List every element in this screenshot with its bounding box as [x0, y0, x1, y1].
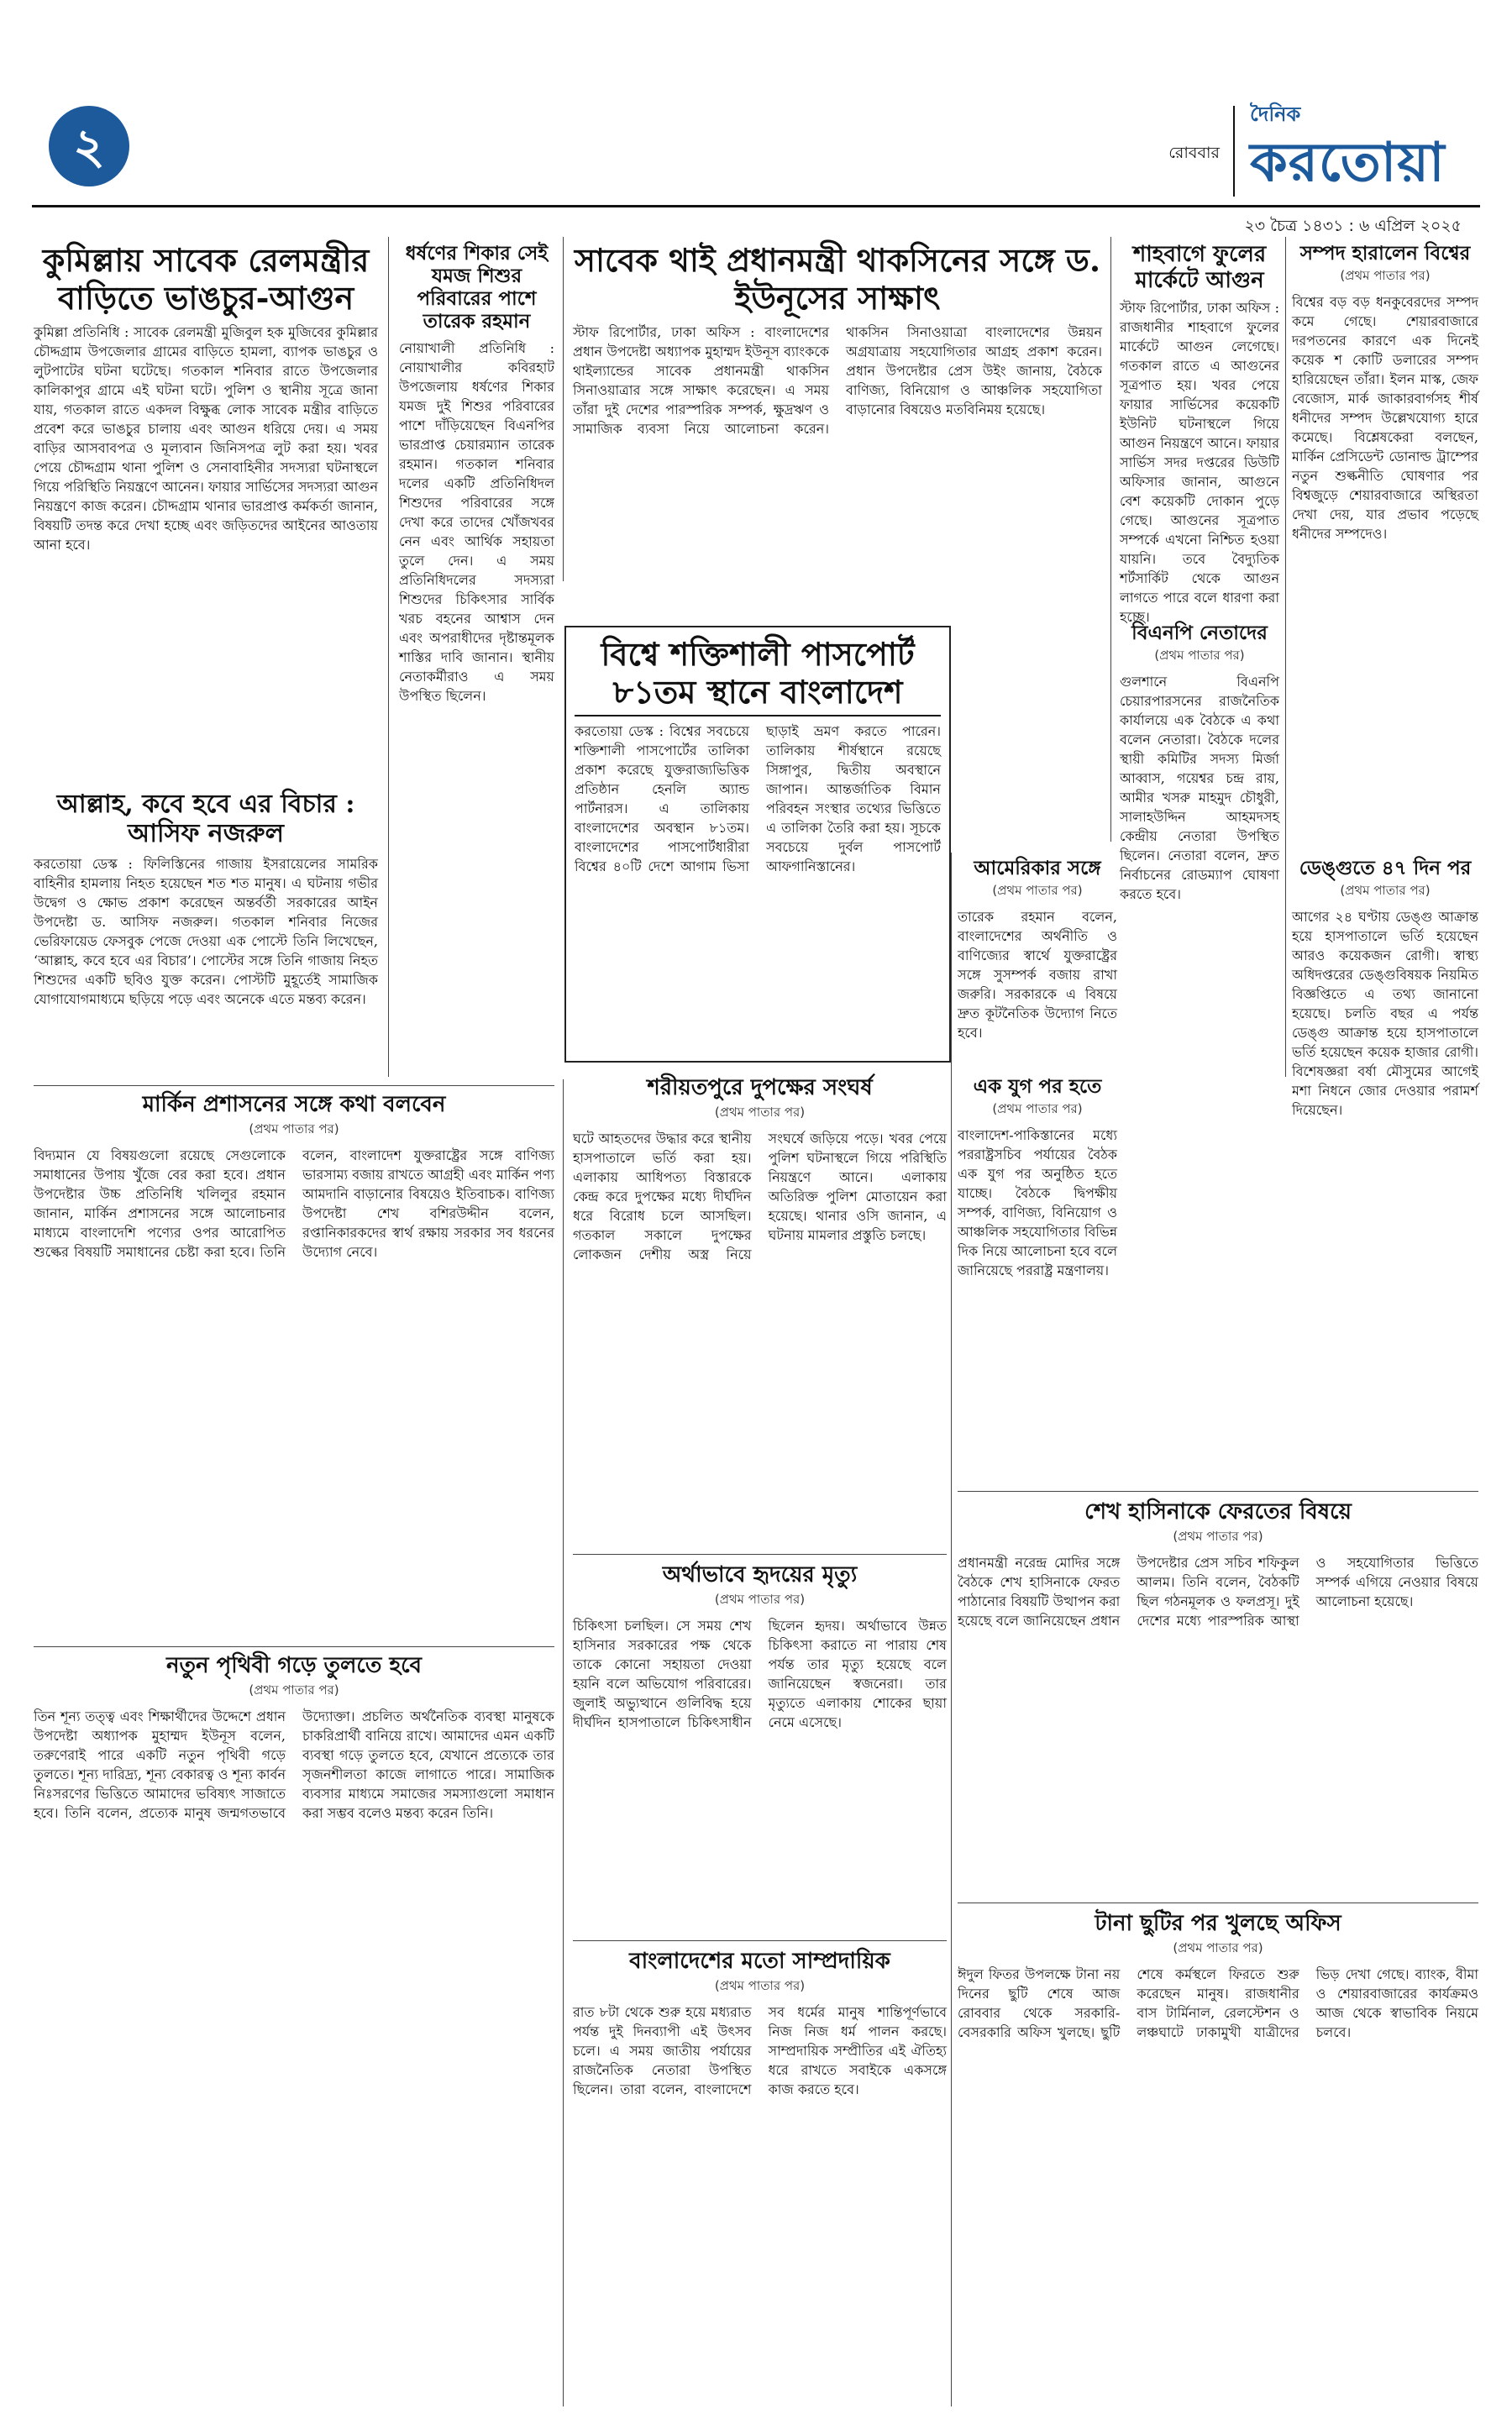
article-body: বিশ্বের বড় বড় ধনকুবেরদের সম্পদ কমে গেছে। শেয়ারবাজারে দরপতনের কারণে এক দিনেই কয়েক শ কোটি ডলারের সম্পদ হারিয়েছেন তাঁরা। ইলন মাস্ক, জেফ বেজোস, মার্ক জাকারবার্গসহ শীর্ষ ধনীদের সম্পদ উল্লেখযোগ্য হারে কমেছে। বিশ্লেষকেরা বলছেন, মার্কিন প্রেসিডেন্ট ডোনাল্ড ট্রাম্পের নতুন শুল্কনীতি ঘোষণার পর বিশ্বজুড়ে শেয়ারবাজারে অস্থিরতা দেখা দেয়, যার প্রভাব পড়েছে ধনীদের সম্পদেও। — [1292, 294, 1478, 543]
article-body: গুলশানে বিএনপি চেয়ারপারসনের রাজনৈতিক কার্যালয়ে এক বৈঠকে এ কথা বলেন নেতারা। বৈঠকে দলের স্থায়ী কমিটির সদস্য মির্জা আব্বাস, গয়েশ্বর চন্দ্র রায়, আমীর খসরু মাহমুদ চৌধুরী, সালাহউদ্দিন আহমদসহ কেন্দ্রীয় নেতারা উপস্থিত ছিলেন। নেতারা বলেন, দ্রুত নির্বাচনের রোডম্যাপ ঘোষণা করতে হবে। — [1120, 674, 1279, 903]
newspaper-logo — [1250, 99, 1462, 193]
article-body: করতোয়া ডেস্ক : ফিলিস্তিনের গাজায় ইসরায়েলের সামরিক বাহিনীর হামলায় নিহত হয়েছেন শত শত মানুষ। এ ঘটনায় গভীর উদ্বেগ ও ক্ষোভ প্রকাশ করেছেন অন্তর্বর্তী সরকারের আইন উপদেষ্টা ড. আসিফ নজরুল। গতকাল শনিবার নিজের ভেরিফায়েড ফেসবুক পেজে দেওয়া এক পোস্টে তিনি লিখেছেন, ‘আল্লাহ, কবে হবে এর বিচার’। পোস্টের সঙ্গে তিনি গাজায় নিহত শিশুদের একটি ছবিও যুক্ত করেন। পোস্টটি মুহূর্তেই সামাজিক যোগাযোগমাধ্যমে ছড়িয়ে পড়ে এবং অনেকে এতে মন্তব্য করেন। — [34, 855, 378, 1007]
article-continuation: (প্রথম পাতার পর) — [249, 1682, 339, 1698]
article-headline: সম্পদ হারালেন বিশ্বের — [1299, 242, 1471, 265]
article-body: স্টাফ রিপোর্টার, ঢাকা অফিস : রাজধানীর শাহবাগে ফুলের মার্কেটে আগুন লেগেছে। গতকাল রাতে এ আগুনের সূত্রপাত হয়। খবর পেয়ে ফায়ার সার্ভিসের কয়েকটি ইউনিট ঘটনাস্থলে গিয়ে আগুন নিয়ন্ত্রণে আনে। ফায়ার সার্ভিস সদর দপ্তরের ডিউটি অফিসার জানান, আগুনে বেশ কয়েকটি দোকান পুড়ে গেছে। আগুনের সূত্রপাত সম্পর্কে এখনো নিশ্চিত হওয়া যায়নি। তবে বৈদ্যুতিক শর্টসার্কিট থেকে আগুন লাগতে পারে বলে ধারণা করা হচ্ছে। — [1120, 300, 1279, 626]
article-headline: শরীয়তপুরে দুপক্ষের সংঘর্ষ — [647, 1075, 873, 1100]
article-body: তিন শূন্য তত্ত্ব এবং শিক্ষার্থীদের উদ্দেশে প্রধান উপদেষ্টা অধ্যাপক মুহাম্মদ ইউনূস বলেন, তরুণেরাই পারে একটি নতুন পৃথিবী গড়ে তুলতে। শূন্য দারিদ্র্য, শূন্য বেকারত্ব ও শূন্য কার্বন নিঃসরণের ভিত্তিতে আমাদের ভবিষ্যৎ সাজাতে হবে। তিনি বলেন, প্রত্যেক মানুষ জন্মগতভাবে উদ্যোক্তা। প্রচলিত অর্থনৈতিক ব্যবস্থা মানুষকে চাকরিপ্রার্থী বানিয়ে রাখে। আমাদের এমন একটি ব্যবস্থা গড়ে তুলতে হবে, যেখানে প্রত্যেকে তার সৃজনশীলতা কাজে লাগাতে পারে। সামাজিক ব্যবসার মাধ্যমে সমাজের সমস্যাগুলো সমাধান করা সম্ভব বলেও মন্তব্য করেন তিনি। — [34, 1708, 554, 1821]
article-thaksin — [573, 242, 1102, 578]
article-body: নোয়াখালী প্রতিনিধি : নোয়াখালীর কবিরহাট উপজেলায় ধর্ষণের শিকার যমজ দুই শিশুর পরিবারের পাশে দাঁড়িয়েছেন বিএনপির ভারপ্রাপ্ত চেয়ারম্যান তারেক রহমান। গতকাল শনিবার দলের একটি প্রতিনিধিদল শিশুদের পরিবারের সঙ্গে দেখা করে তাদের খোঁজখবর নেন এবং আর্থিক সহায়তা তুলে দেন। এ সময় প্রতিনিধিদলের সদস্যরা শিশুদের চিকিৎসার সার্বিক খরচ বহনের আশ্বাস দেন এবং অপরাধীদের দৃষ্টান্তমূলক শাস্তির দাবি জানান। স্থানীয় নেতাকর্মীরাও এ সময় উপস্থিত ছিলেন। — [399, 339, 554, 704]
article-continuation: (প্রথম পাতার পর) — [1340, 883, 1431, 899]
article-hridoy-death — [573, 1562, 947, 1932]
masthead-divider — [1233, 106, 1235, 197]
article-continuation: (প্রথম পাতার পর) — [714, 1591, 806, 1607]
article-headline: মার্কিন প্রশাসনের সঙ্গে কথা বলবেন — [142, 1092, 446, 1117]
section-rule — [573, 1940, 947, 1941]
article-headline: বিশ্বে শক্তিশালী পাসপোর্ট ৮১তম স্থানে বাংলাদেশ — [601, 635, 915, 711]
article-communal — [573, 1949, 947, 2402]
column-rule — [388, 237, 389, 1077]
article-ek-jug-por — [958, 1075, 1117, 1478]
masthead-rule — [32, 205, 1480, 207]
headline-rule — [575, 715, 941, 716]
logo-big-text: করতোয়া — [1250, 131, 1446, 194]
article-headline: শেখ হাসিনাকে ফেরতের বিষয়ে — [1084, 1499, 1352, 1525]
article-headline: ডেঙ্গুতে ৪৭ দিন পর — [1299, 857, 1472, 879]
article-world-wealth — [1292, 242, 1478, 847]
article-continuation: (প্রথম পাতার পর) — [1154, 648, 1245, 664]
column-rule — [1285, 237, 1286, 1077]
article-sheikh-hasina — [958, 1499, 1478, 1894]
article-body: ঘটে আহতদের উদ্ধার করে স্থানীয় হাসপাতালে ভর্তি করা হয়। এলাকায় আধিপত্য বিস্তারকে কেন্দ্র করে দুপক্ষের মধ্যে দীর্ঘদিন ধরে বিরোধ চলে আসছিল। গতকাল সকালে দুপক্ষের লোকজন দেশীয় অস্ত্র নিয়ে সংঘর্ষে জড়িয়ে পড়ে। খবর পেয়ে পুলিশ ঘটনাস্থলে গিয়ে পরিস্থিতি নিয়ন্ত্রণে আনে। এলাকায় অতিরিক্ত পুলিশ মোতায়েন করা হয়েছে। থানার ওসি জানান, এ ঘটনায় মামলার প্রস্তুতি চলছে। — [573, 1130, 947, 1262]
article-body: রাত ৮টা থেকে শুরু হয়ে মধ্যরাত পর্যন্ত দুই দিনব্যাপী এই উৎসব চলে। এ সময় জাতীয় পর্যায়ের রাজনৈতিক নেতারা উপস্থিত ছিলেন। তারা বলেন, বাংলাদেশে সব ধর্মের মানুষ শান্তিপূর্ণভাবে নিজ নিজ ধর্ম পালন করছে। সাম্প্রদায়িক সম্প্রীতির এই ঐতিহ্য ধরে রাখতে সবাইকে একসঙ্গে কাজ করতে হবে। — [573, 2003, 947, 2097]
logo-small-text: দৈনিক — [1250, 102, 1301, 126]
article-continuation: (প্রথম পাতার পর) — [1340, 268, 1431, 284]
article-headline: টানা ছুটির পর খুলছে অফিস — [1095, 1911, 1341, 1936]
article-body: আগের ২৪ ঘণ্টায় ডেঙ্গু আক্রান্ত হয়ে হাসপাতালে ভর্তি হয়েছেন আরও কয়েকজন রোগী। স্বাস্থ্য অধিদপ্তরের ডেঙ্গুবিষয়ক নিয়মিত বিজ্ঞপ্তিতে এ তথ্য জানানো হয়েছে। চলতি বছর এ পর্যন্ত ডেঙ্গু আক্রান্ত হয়ে হাসপাতালে ভর্তি হয়েছেন কয়েক হাজার রোগী। বিশেষজ্ঞরা বর্ষা মৌসুমের আগেই মশা নিধনে জোর দেওয়ার পরামর্শ দিয়েছেন। — [1292, 909, 1478, 1119]
article-body: বিদ্যমান যে বিষয়গুলো রয়েছে সেগুলোকে সমাধানের উপায় খুঁজে বের করা হবে। প্রধান উপদেষ্টার উচ্চ প্রতিনিধি খলিলুর রহমান জানান, মার্কিন প্রশাসনের সঙ্গে আলোচনার মাধ্যমে বাংলাদেশি পণ্যের ওপর আরোপিত শুল্কের বিষয়টি সমাধানের চেষ্টা করা হবে। তিনি বলেন, বাংলাদেশ যুক্তরাষ্ট্রের সঙ্গে বাণিজ্য ভারসাম্য বজায় রাখতে আগ্রহী এবং মার্কিন পণ্য আমদানি বাড়ানোর বিষয়েও ইতিবাচক। বাণিজ্য উপদেষ্টা শেখ বশিরউদ্দীন বলেন, রপ্তানিকারকদের স্বার্থ রক্ষায় সরকার সব ধরনের উদ্যোগ নেবে। — [34, 1147, 554, 1260]
section-rule — [34, 1085, 554, 1086]
article-headline: ধর্ষণের শিকার সেই যমজ শিশুর পরিবারের পাশে তারেক রহমান — [405, 242, 549, 333]
article-shariatpur-clash — [573, 1075, 947, 1546]
article-continuation: (প্রথম পাতার পর) — [1173, 1528, 1263, 1544]
masthead — [1109, 99, 1462, 200]
article-bnp-leaders — [1120, 622, 1279, 903]
article-body: ঈদুল ফিতর উপলক্ষে টানা নয় দিনের ছুটি শেষে আজ রোববার থেকে সরকারি-বেসরকারি অফিস খুলছে। ছুটি শেষে কর্মস্থলে ফিরতে শুরু করেছেন মানুষ। রাজধানীর বাস টার্মিনাল, রেলস্টেশন ও লঞ্চঘাটে ঢাকামুখী যাত্রীদের ভিড় দেখা গেছে। ব্যাংক, বীমা ও শেয়ারবাজারের কার্যক্রমও আজ থেকে স্বাভাবিক নিয়মে চলবে। — [958, 1966, 1478, 2040]
article-body: কুমিল্লা প্রতিনিধি : সাবেক রেলমন্ত্রী মুজিবুল হক মুজিবের কুমিল্লার চৌদ্দগ্রাম উপজেলার গ্রামের বাড়িতে হামলা, ব্যাপক ভাঙচুর ও লুটপাটের ঘটনা ঘটেছে। গতকাল শনিবার রাতে উপজেলার কালিকাপুর গ্রামে এই ঘটনা ঘটে। পুলিশ ও স্থানীয় সূত্রে জানা যায়, গতকাল রাতে একদল বিক্ষুব্ধ লোক সাবেক মন্ত্রীর বাড়িতে প্রবেশ করে ভাঙচুর চালায় এবং আগুন ধরিয়ে দেয়। এ সময় বাড়ির আসবাবপত্র ও মূল্যবান জিনিসপত্র লুট করা হয়। খবর পেয়ে চৌদ্দগ্রাম থানা পুলিশ ও সেনাবাহিনীর সদস্যরা ঘটনাস্থলে গিয়ে পরিস্থিতি নিয়ন্ত্রণে আনেন। ফায়ার সার্ভিসের সদস্যরা আগুন নিয়ন্ত্রণে কাজ করেন। চৌদ্দগ্রাম থানার ভারপ্রাপ্ত কর্মকর্তা জানান, বিষয়টি তদন্ত করে দেখা হচ্ছে এবং জড়িতদের আইনের আওতায় আনা হবে। — [34, 323, 378, 553]
article-cumilla — [34, 242, 378, 779]
article-continuation: (প্রথম পাতার পর) — [249, 1121, 339, 1136]
page-number-badge: ২ — [49, 106, 129, 186]
article-continuation: (প্রথম পাতার পর) — [714, 1977, 806, 1993]
masthead-day: রোববার — [1168, 144, 1220, 162]
article-body: বাংলাদেশ-পাকিস্তানের মধ্যে পররাষ্ট্রসচিব পর্যায়ের বৈঠক এক যুগ পর অনুষ্ঠিত হতে যাচ্ছে। বৈঠকে দ্বিপক্ষীয় সম্পর্ক, বাণিজ্য, বিনিয়োগ ও আঞ্চলিক সহযোগিতার বিভিন্ন দিক নিয়ে আলোচনা হবে বলে জানিয়েছে পররাষ্ট্র মন্ত্রণালয়। — [958, 1127, 1117, 1279]
article-body: স্টাফ রিপোর্টার, ঢাকা অফিস : বাংলাদেশের প্রধান উপদেষ্টা অধ্যাপক মুহাম্মদ ইউনূস ব্যাংককে থাইল্যান্ডের সাবেক প্রধানমন্ত্রী থাকসিন সিনাওয়াত্রার সঙ্গে সাক্ষাৎ করেছেন। এ সময় তাঁরা দুই দেশের পারস্পরিক সম্পর্ক, ক্ষুদ্রঋণ ও সামাজিক ব্যবসা নিয়ে আলোচনা করেন। থাকসিন সিনাওয়াত্রা বাংলাদেশের উন্নয়ন অগ্রযাত্রায় সহযোগিতার আগ্রহ প্রকাশ করেন। প্রধান উপদেষ্টার প্রেস উইং জানায়, বৈঠকে বাণিজ্য, বিনিয়োগ ও আঞ্চলিক সহযোগিতা বাড়ানোর বিষয়েও মতবিনিময় হয়েছে। — [573, 323, 1102, 437]
article-headline: এক যুগ পর হতে — [973, 1075, 1102, 1098]
article-headline: আল্লাহ, কবে হবে এর বিচার : আসিফ নজরুল — [56, 790, 355, 849]
article-office-reopen — [958, 1911, 1478, 2398]
article-headline: বাংলাদেশের মতো সাম্প্রদায়িক — [629, 1949, 890, 1974]
column-rule — [951, 853, 952, 2406]
article-body: করতোয়া ডেস্ক : বিশ্বের সবচেয়ে শক্তিশালী পাসপোর্টের তালিকা প্রকাশ করেছে যুক্তরাজ্যভিত্তিক প্রতিষ্ঠান হেনলি অ্যান্ড পার্টনারস। এ তালিকায় বাংলাদেশের অবস্থান ৮১তম। বাংলাদেশের পাসপোর্টধারীরা বিশ্বের ৪০টি দেশে আগাম ভিসা ছাড়াই ভ্রমণ করতে পারেন। তালিকায় শীর্ষস্থানে রয়েছে সিঙ্গাপুর, দ্বিতীয় অবস্থানে জাপান। আন্তর্জাতিক বিমান পরিবহন সংস্থার তথ্যের ভিত্তিতে এ তালিকা তৈরি করা হয়। সূচকে সবচেয়ে দুর্বল পাসপোর্ট আফগানিস্তানের। — [575, 722, 941, 874]
article-headline: আমেরিকার সঙ্গে — [974, 857, 1101, 879]
article-america — [958, 857, 1117, 1067]
column-rule — [1110, 237, 1111, 842]
article-body: প্রধানমন্ত্রী নরেন্দ্র মোদির সঙ্গে বৈঠকে শেখ হাসিনাকে ফেরত পাঠানোর বিষয়টি উত্থাপন করা হয়েছে বলে জানিয়েছেন প্রধান উপদেষ্টার প্রেস সচিব শফিকুল আলম। তিনি বলেন, বৈঠকটি ছিল গঠনমূলক ও ফলপ্রসূ। দুই দেশের মধ্যে পারস্পরিক আস্থা ও সহযোগিতার ভিত্তিতে সম্পর্ক এগিয়ে নেওয়ার বিষয়ে আলোচনা হয়েছে। — [958, 1554, 1478, 1629]
article-passport — [564, 626, 951, 1063]
article-headline: শাহবাগে ফুলের মার্কেটে আগুন — [1132, 242, 1267, 293]
article-us-administration — [34, 1092, 554, 1638]
article-body: তারেক রহমান বলেন, বাংলাদেশের অর্থনীতি ও বাণিজ্যের স্বার্থে যুক্তরাষ্ট্রের সঙ্গে সুসম্পর্ক বজায় রাখা জরুরি। সরকারকে এ বিষয়ে দ্রুত কূটনৈতিক উদ্যোগ নিতে হবে। — [958, 909, 1117, 1042]
masthead-date: ২৩ চৈত্র ১৪৩১ : ৬ এপ্রিল ২০২৫ — [1244, 217, 1462, 235]
section-rule — [34, 1646, 554, 1647]
column-rule — [563, 1079, 564, 2406]
article-headline: বিএনপি নেতাদের — [1131, 622, 1268, 644]
article-continuation: (প্রথম পাতার পর) — [992, 883, 1083, 899]
article-headline: কুমিল্লায় সাবেক রেলমন্ত্রীর বাড়িতে ভাঙচুর-আগুন — [42, 241, 370, 317]
article-continuation: (প্রথম পাতার পর) — [1173, 1939, 1263, 1955]
article-headline: অর্থাভাবে হৃদয়ের মৃত্যু — [662, 1562, 858, 1588]
article-dengue — [1292, 857, 1478, 1260]
article-continuation: (প্রথম পাতার পর) — [992, 1101, 1083, 1117]
section-rule — [958, 1491, 1478, 1492]
article-body: চিকিৎসা চলছিল। সে সময় শেখ হাসিনার সরকারের পক্ষ থেকে তাকে কোনো সহায়তা দেওয়া হয়নি বলে অভিযোগ পরিবারের। জুলাই অভ্যুত্থানে গুলিবিদ্ধ হয়ে দীর্ঘদিন হাসপাতালে চিকিৎসাধীন ছিলেন হৃদয়। অর্থাভাবে উন্নত চিকিৎসা করাতে না পারায় শেষ পর্যন্ত তার মৃত্যু হয়েছে বলে জানিয়েছেন স্বজনেরা। তার মৃত্যুতে এলাকায় শোকের ছায়া নেমে এসেছে। — [573, 1617, 947, 1730]
article-headline: সাবেক থাই প্রধানমন্ত্রী থাকসিনের সঙ্গে ড. ইউনূসের সাক্ষাৎ — [574, 241, 1101, 317]
article-new-world — [34, 1653, 554, 2401]
article-shahbag-fire — [1120, 242, 1279, 626]
article-headline: নতুন পৃথিবী গড়ে তুলতে হবে — [165, 1653, 423, 1678]
article-twin-girls — [399, 242, 554, 1082]
article-asif-nazrul — [34, 790, 378, 1075]
column-rule — [563, 237, 564, 581]
article-continuation: (প্রথম পাতার পর) — [714, 1104, 806, 1120]
section-rule — [573, 1554, 947, 1555]
